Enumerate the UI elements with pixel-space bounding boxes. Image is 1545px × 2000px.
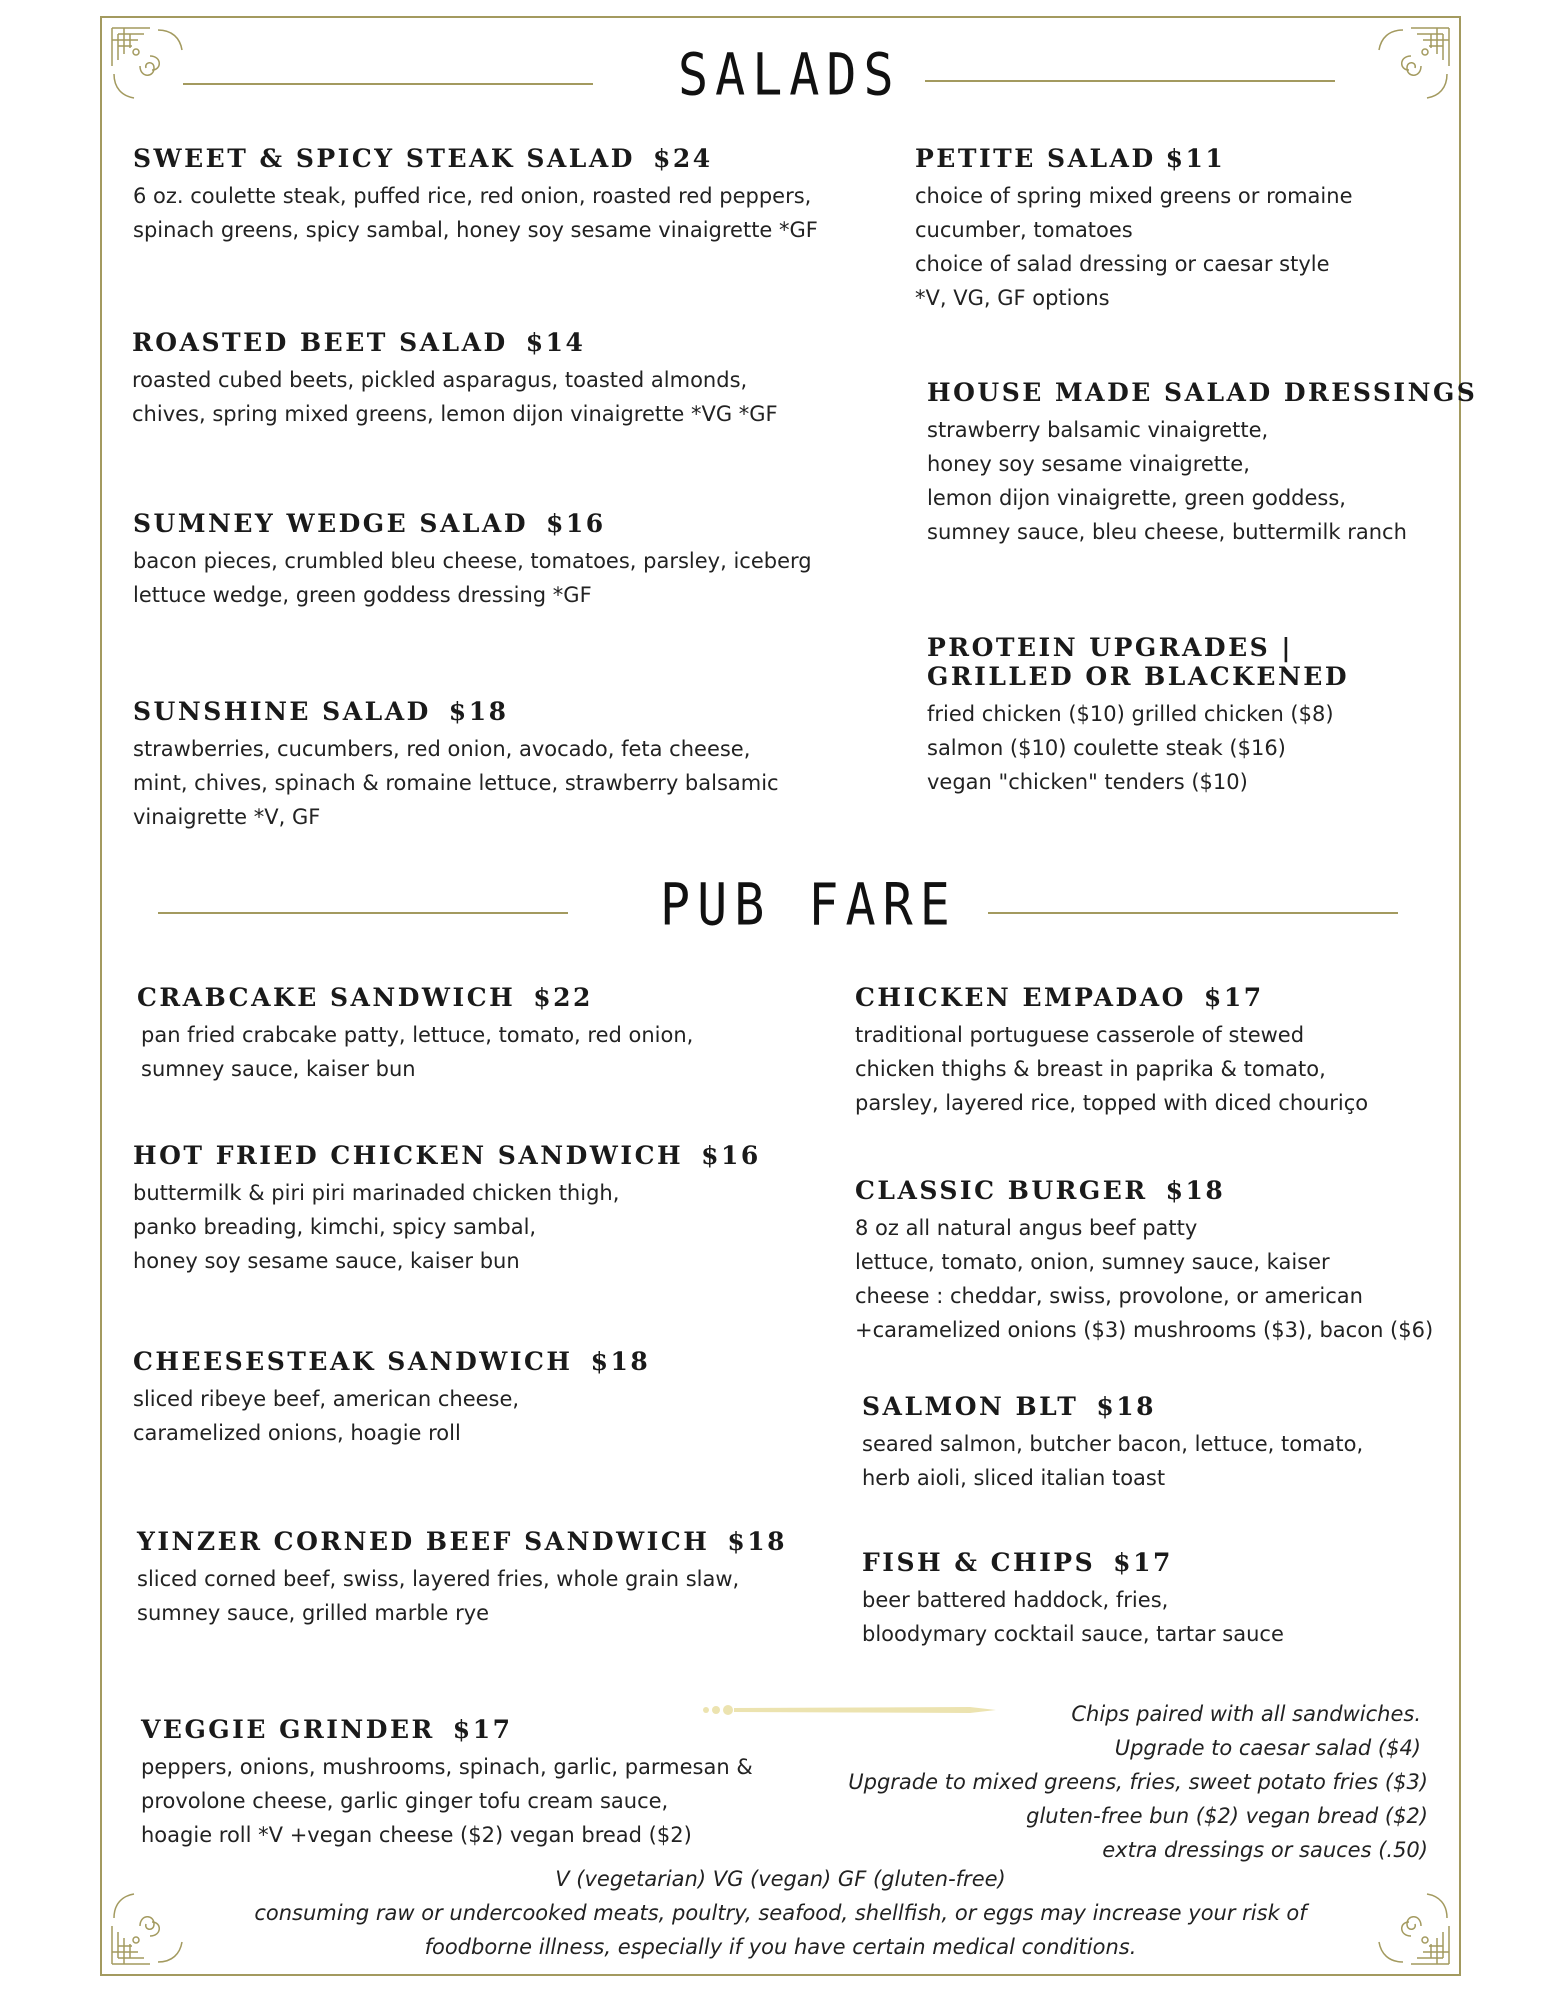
- section-divider: [988, 912, 1398, 914]
- item-description-line: lettuce wedge, green goddess dressing *GF: [133, 583, 592, 607]
- menu-item: [855, 983, 1368, 1120]
- ornament-corner-icon: [110, 26, 188, 104]
- item-name: SALMON BLT: [862, 1392, 1079, 1421]
- item-name: PETITE SALAD: [915, 144, 1156, 173]
- item-description-line: strawberry balsamic vinaigrette,: [927, 418, 1269, 442]
- item-title: [132, 328, 778, 357]
- menu-item: [855, 1176, 1433, 1347]
- item-title: [137, 1527, 787, 1556]
- health-warning: foodborne illness, especially if you have certain medical conditions.: [424, 1935, 1137, 1959]
- item-description-line: sliced ribeye beef, american cheese,: [133, 1387, 520, 1411]
- item-title: [855, 1176, 1433, 1205]
- item-name: CHICKEN EMPADAO: [855, 983, 1186, 1012]
- item-description-line: lettuce, tomato, onion, sumney sauce, kaiser: [855, 1250, 1330, 1274]
- health-warning: consuming raw or undercooked meats, poultry, seafood, shellfish, or eggs may increase your risk of: [254, 1901, 1307, 1925]
- item-title: [133, 1141, 761, 1170]
- item-title: HOUSE MADE SALAD DRESSINGS: [927, 378, 1478, 407]
- item-title: [915, 144, 1352, 173]
- item-description-line: seared salmon, butcher bacon, lettuce, tomato,: [862, 1432, 1364, 1456]
- menu-item: [862, 1392, 1363, 1495]
- pubfare-heading: PUB FARE: [660, 871, 957, 939]
- menu-item: [927, 633, 1349, 799]
- item-description-line: honey soy sesame vinaigrette,: [927, 452, 1250, 476]
- item-title: GRILLED OR BLACKENED: [927, 662, 1350, 691]
- item-price: $24: [652, 144, 713, 173]
- item-description-line: hoagie roll *V +vegan cheese ($2) vegan bread ($2): [141, 1823, 692, 1847]
- item-description-line: roasted cubed beets, pickled asparagus, toasted almonds,: [132, 368, 748, 392]
- item-name: SUMNEY WEDGE SALAD: [133, 509, 529, 538]
- item-description-line: peppers, onions, mushrooms, spinach, garlic, parmesan &: [141, 1755, 753, 1779]
- item-title: [855, 983, 1368, 1012]
- menu-item: [133, 1347, 650, 1450]
- item-description-line: chives, spring mixed greens, lemon dijon vinaigrette *VG *GF: [132, 402, 778, 426]
- item-description-line: traditional portuguese casserole of stewed: [855, 1023, 1305, 1047]
- item-price: $14: [525, 328, 586, 357]
- item-name: CHEESESTEAK SANDWICH: [133, 1347, 573, 1376]
- item-description-line: herb aioli, sliced italian toast: [862, 1466, 1166, 1490]
- item-description-line: salmon ($10) coulette steak ($16): [927, 736, 1286, 760]
- item-description-line: mint, chives, spinach & romaine lettuce, strawberry balsamic: [133, 771, 779, 795]
- item-price: $18: [727, 1527, 788, 1556]
- item-title: [133, 509, 812, 538]
- menu-footer: [100, 1862, 1461, 1964]
- item-description-line: chicken thighs & breast in paprika & tomato,: [855, 1057, 1326, 1081]
- ornament-corner-icon: [1373, 26, 1451, 104]
- item-name: SUNSHINE SALAD: [133, 697, 431, 726]
- item-price: $16: [546, 509, 606, 538]
- item-name: HOT FRIED CHICKEN SANDWICH: [133, 1141, 684, 1170]
- item-price: $18: [590, 1347, 651, 1376]
- item-description-line: +caramelized onions ($3) mushrooms ($3), bacon ($6): [855, 1318, 1434, 1342]
- menu-item: [132, 328, 778, 431]
- item-price: $18: [1096, 1392, 1156, 1421]
- note-line: gluten-free bun ($2) vegan bread ($2): [1026, 1804, 1428, 1828]
- item-title: [133, 697, 779, 726]
- item-description-line: parsley, layered rice, topped with diced chouriço: [855, 1091, 1369, 1115]
- item-description-line: provolone cheese, garlic ginger tofu cream sauce,: [141, 1789, 669, 1813]
- item-name: YINZER CORNED BEEF SANDWICH: [137, 1527, 710, 1556]
- item-price: $18: [448, 697, 509, 726]
- item-price: $11: [1165, 144, 1226, 173]
- item-name: ROASTED BEET SALAD: [132, 328, 508, 357]
- note-line: Upgrade to caesar salad ($4): [1114, 1736, 1421, 1760]
- item-description-line: caramelized onions, hoagie roll: [133, 1421, 461, 1445]
- item-description-line: choice of salad dressing or caesar style: [915, 252, 1330, 276]
- item-description-line: cucumber, tomatoes: [915, 218, 1133, 242]
- item-name: CLASSIC BURGER: [855, 1176, 1148, 1205]
- item-name: SWEET & SPICY STEAK SALAD: [133, 144, 635, 173]
- sandwich-notes: [848, 1697, 1428, 1867]
- menu-item: [133, 1141, 761, 1278]
- item-price: $17: [1113, 1548, 1173, 1577]
- item-name: FISH & CHIPS: [862, 1548, 1096, 1577]
- menu-item: [915, 144, 1352, 315]
- menu-item: [927, 378, 1477, 549]
- note-line: Upgrade to mixed greens, fries, sweet potato fries ($3): [848, 1770, 1428, 1794]
- item-name: CRABCAKE SANDWICH: [137, 983, 516, 1012]
- menu-item: [137, 1527, 787, 1630]
- item-price: $18: [1165, 1176, 1226, 1205]
- item-description-line: vinaigrette *V, GF: [133, 805, 321, 829]
- item-description-line: bloodymary cocktail sauce, tartar sauce: [862, 1622, 1284, 1646]
- item-description-line: honey soy sesame sauce, kaiser bun: [133, 1249, 520, 1273]
- section-divider: [158, 912, 568, 914]
- item-price: $17: [1203, 983, 1264, 1012]
- item-description-line: 6 oz. coulette steak, puffed rice, red onion, roasted red peppers,: [133, 184, 812, 208]
- item-title: [133, 144, 818, 173]
- item-description-line: *V, VG, GF options: [915, 286, 1110, 310]
- menu-item: [133, 509, 812, 612]
- menu-item: [137, 983, 693, 1086]
- item-description-line: buttermilk & piri piri marinaded chicken thigh,: [133, 1181, 620, 1205]
- item-title: [133, 1347, 650, 1376]
- item-description-line: strawberries, cucumbers, red onion, avocado, feta cheese,: [133, 737, 751, 761]
- item-title: [862, 1392, 1363, 1421]
- salads-heading: SALADS: [678, 41, 901, 109]
- menu-item: [133, 697, 779, 834]
- item-description-line: fried chicken ($10) grilled chicken ($8): [927, 702, 1334, 726]
- item-description-line: sumney sauce, kaiser bun: [141, 1057, 416, 1081]
- menu-item: [141, 1715, 753, 1852]
- item-title: [141, 1715, 753, 1744]
- item-description-line: vegan "chicken" tenders ($10): [927, 770, 1248, 794]
- dietary-legend: V (vegetarian) VG (vegan) GF (gluten-free): [555, 1867, 1006, 1891]
- item-description-line: lemon dijon vinaigrette, green goddess,: [927, 486, 1346, 510]
- item-description-line: panko breading, kimchi, spicy sambal,: [133, 1215, 537, 1239]
- section-divider: [925, 80, 1335, 82]
- item-description-line: sumney sauce, grilled marble rye: [137, 1601, 490, 1625]
- item-title: [137, 983, 693, 1012]
- item-description-line: bacon pieces, crumbled bleu cheese, tomatoes, parsley, iceberg: [133, 549, 812, 573]
- item-description-line: sumney sauce, bleu cheese, buttermilk ranch: [927, 520, 1407, 544]
- item-description-line: 8 oz all natural angus beef patty: [855, 1216, 1198, 1240]
- menu-item: [862, 1548, 1284, 1651]
- item-price: $17: [452, 1715, 513, 1744]
- item-description-line: spinach greens, spicy sambal, honey soy sesame vinaigrette *GF: [133, 218, 818, 242]
- item-name: VEGGIE GRINDER: [141, 1715, 435, 1744]
- section-divider: [183, 83, 593, 85]
- item-title: PROTEIN UPGRADES |: [927, 633, 1293, 662]
- item-price: $22: [533, 983, 593, 1012]
- item-description-line: cheese : cheddar, swiss, provolone, or american: [855, 1284, 1363, 1308]
- note-line: Chips paired with all sandwiches.: [1071, 1702, 1421, 1726]
- item-description-line: pan fried crabcake patty, lettuce, tomato, red onion,: [141, 1023, 694, 1047]
- item-price: $16: [701, 1141, 761, 1170]
- note-line: extra dressings or sauces (.50): [1102, 1838, 1428, 1862]
- item-description-line: sliced corned beef, swiss, layered fries, whole grain slaw,: [137, 1567, 740, 1591]
- item-description-line: choice of spring mixed greens or romaine: [915, 184, 1353, 208]
- item-description-line: beer battered haddock, fries,: [862, 1588, 1169, 1612]
- menu-item: [133, 144, 818, 247]
- item-title: [862, 1548, 1284, 1577]
